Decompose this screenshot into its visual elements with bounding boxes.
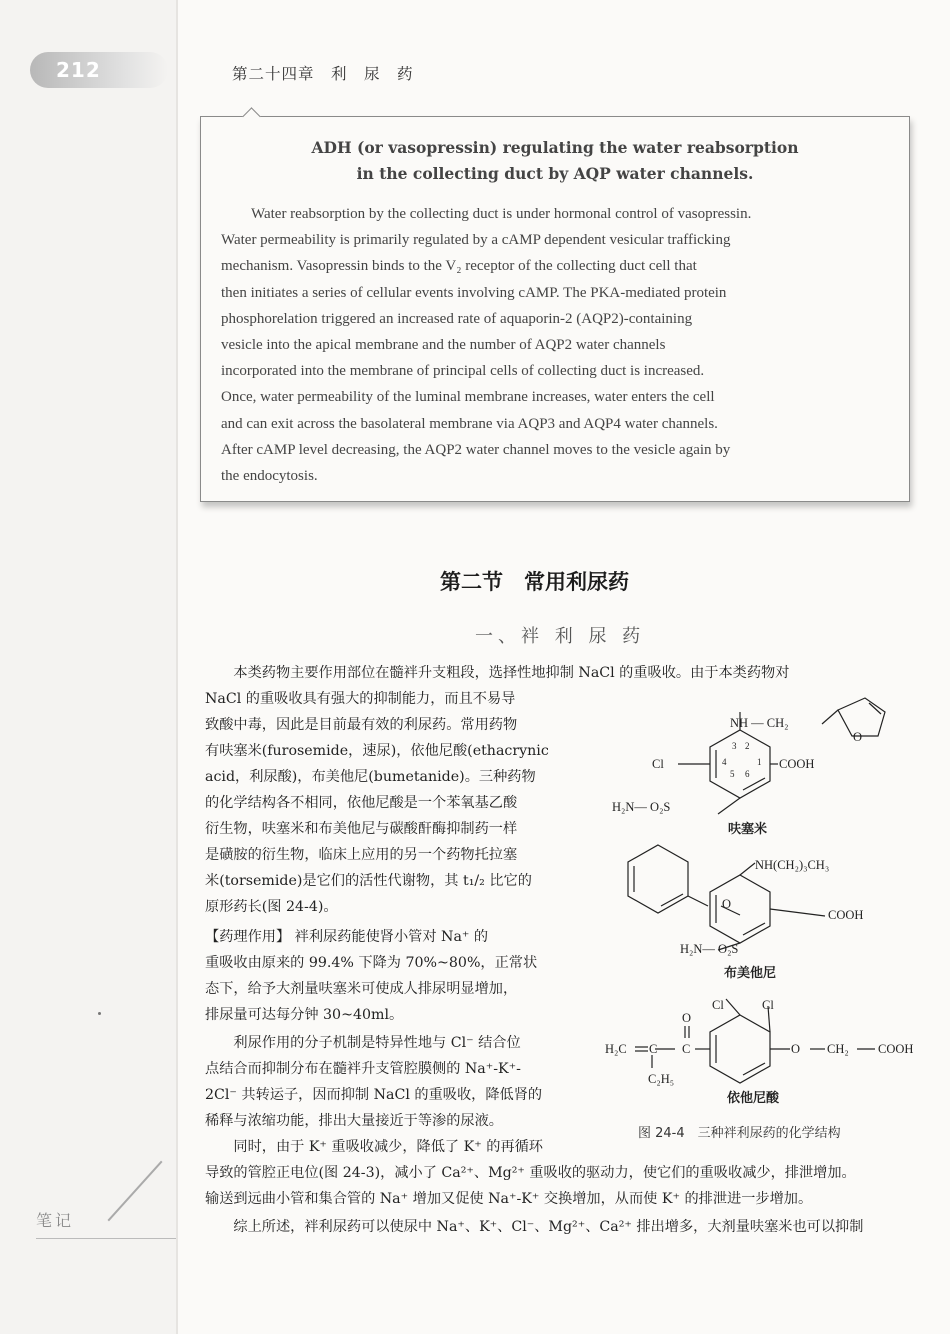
paragraph-line: 衍生物，呋塞米和布美他尼与碳酸酐酶抑制药一样 — [205, 821, 518, 837]
margin-dot — [98, 1012, 101, 1015]
carbon-label: C — [649, 1042, 658, 1056]
chapter-title: 第二十四章 利 尿 药 — [232, 65, 414, 83]
box-line: incorporated into the membrane of principal cells of collecting duct is increased. — [221, 363, 705, 380]
box-line: then initiates a series of cellular events involving cAMP. The PKA-mediated protein — [221, 284, 727, 301]
paragraph-line: 同时，由于 K⁺ 重吸收减少，降低了 K⁺ 的再循环 — [233, 1139, 543, 1155]
box-line: Once, water permeability of the luminal membrane increases, water enters the cell — [221, 389, 715, 406]
paragraph-line: 重吸收由原来的 99.4% 下降为 70%~80%，正常状 — [205, 955, 538, 971]
paragraph-line: 的化学结构各不相同，依他尼酸是一个苯氧基乙酸 — [205, 795, 518, 811]
carbonyl-o-label: O — [682, 1011, 692, 1025]
paragraph-line: 2Cl⁻ 共转运子，因而抑制 NaCl 的重吸收，降低肾的 — [205, 1087, 543, 1103]
ring-number: 2 — [745, 741, 750, 751]
figure-caption: 图 24-4 三种袢利尿药的化学结构 — [638, 1126, 841, 1141]
paragraph-line: 稀释与浓缩功能，排出大量接近于等渗的尿液。 — [205, 1113, 503, 1129]
paragraph-line: 是磺胺的衍生物，临床上应用的另一个药物托拉塞 — [205, 847, 518, 863]
box-line: mechanism. Vasopressin binds to the V₂ receptor of the collecting duct cell that — [221, 258, 697, 275]
box-line: Water reabsorption by the collecting duct is under hormonal control of vasopressin. — [251, 206, 752, 222]
cooh-label: COOH — [779, 757, 815, 771]
ether-o-label: O — [791, 1042, 801, 1056]
ring-number: 3 — [732, 741, 737, 751]
box-line: and can exit across the basolateral membrane via AQP3 and AQP4 water channels. — [221, 415, 718, 432]
ch2-label: CH₂ — [827, 1042, 849, 1056]
paragraph-line: 导致的管腔正电位(图 24-3)，减小了 Ca²⁺、Mg²⁺ 重吸收的驱动力，使它们的重吸收减少，排泄增加。 — [205, 1165, 856, 1181]
box-line: the endocytosis. — [221, 468, 318, 485]
paragraph-line: 点结合而抑制分布在髓袢升支管腔膜侧的 Na⁺-K⁺- — [205, 1061, 521, 1077]
paragraph-line: 排尿量可达每分钟 30~40ml。 — [205, 1007, 404, 1023]
box-line: phosphorelation triggered an increased rate of aquaporin-2 (AQP2)-containing — [221, 310, 693, 327]
ring-number: 4 — [722, 757, 727, 767]
paragraph-line: 原形药长(图 24-4)。 — [205, 899, 338, 915]
ether-o-label: O — [722, 897, 732, 911]
cl-label: Cl — [652, 757, 664, 771]
bond — [718, 798, 740, 814]
box-title-line1: ADH (or vasopressin) regulating the water reabsorption — [311, 138, 799, 157]
subsection-title: 一、袢 利 尿 药 — [475, 626, 646, 647]
ethacrynic-name: 依他尼酸 — [727, 1091, 780, 1106]
box-line: vesicle into the apical membrane and the number of AQP2 water channels — [221, 337, 666, 354]
paragraph-line: 综上所述，袢利尿药可以使尿中 Na⁺、K⁺、Cl⁻、Mg²⁺、Ca²⁺ 排出增多，大剂量呋塞米也可以抑制 — [233, 1219, 864, 1235]
ring-number: 6 — [745, 769, 750, 779]
notes-label: 笔记 — [36, 1211, 75, 1230]
ring-number: 1 — [757, 757, 762, 767]
cl-label: Cl — [762, 998, 774, 1012]
notes-underline — [36, 1238, 176, 1239]
cl-label: Cl — [712, 998, 724, 1012]
ring-number: 5 — [730, 769, 735, 779]
margin-divider — [176, 0, 178, 1334]
furosemide-name: 呋塞米 — [728, 822, 768, 837]
box-line: After cAMP level decreasing, the AQP2 water channel moves to the vesicle again by — [221, 441, 731, 458]
h2c-label: H₂C — [605, 1042, 627, 1056]
bumetanide-name: 布美他尼 — [724, 966, 777, 981]
paragraph-line: 输送到远曲小管和集合管的 Na⁺ 增加又促使 Na⁺-K⁺ 交换增加，从而使 K⁺ 的排泄进一步增加。 — [205, 1191, 813, 1207]
paragraph-text: 袢利尿药能使肾小管对 Na⁺ 的 — [290, 929, 489, 945]
phenyl-ring — [628, 845, 688, 913]
paragraph-line: 有呋塞米(furosemide，速尿)，依他尼酸(ethacrynic — [205, 743, 549, 759]
nh-ch2-label: NH — CH₂ — [730, 716, 789, 730]
paragraph-line: 利尿作用的分子机制是特异性地与 Cl⁻ 结合位 — [233, 1035, 521, 1051]
box-body — [221, 201, 891, 489]
cooh-label: COOH — [828, 908, 864, 922]
h2n-o2s-label: H₂N— O₂S — [680, 942, 739, 956]
cooh-label: COOH — [878, 1042, 914, 1056]
structure-drawing — [600, 690, 920, 1110]
paragraph-line: acid，利尿酸)，布美他尼(bumetanide)。三种药物 — [205, 769, 536, 785]
paragraph-line: 米(torsemide)是它们的活性代谢物，其 t₁/₂ 比它的 — [205, 873, 532, 889]
h2n-o2s-label: H₂N— O₂S — [612, 800, 671, 814]
left-margin — [0, 0, 178, 1334]
section-title: 第二节 常用利尿药 — [440, 570, 629, 594]
page-number: 212 — [56, 58, 101, 82]
paragraph-line: 致酸中毒，因此是目前最有效的利尿药。常用药物 — [205, 717, 518, 733]
ethacrynic-ring — [710, 1015, 770, 1083]
nh-chain-label: NH(CH₂)₃CH₃ — [755, 858, 830, 872]
paragraph-line — [205, 924, 585, 950]
paragraph-line: 态下，给予大剂量呋塞米可使成人排尿明显增加， — [205, 981, 518, 997]
paragraph-line: 本类药物主要作用部位在髓袢升支粗段，选择性地抑制 NaCl 的重吸收。由于本类药物对 — [233, 665, 790, 681]
ethyl-label: C₂H₅ — [648, 1072, 675, 1086]
box-title-line2: in the collecting duct by AQP water channels. — [356, 164, 754, 183]
carbon-label: C — [682, 1042, 691, 1056]
pharmacology-label: 【药理作用】 — [205, 929, 291, 945]
box-line: Water permeability is primarily regulated by a cAMP dependent vesicular trafficking — [221, 232, 731, 249]
furan-o-label: O — [853, 730, 863, 744]
bumetanide-ring — [710, 875, 770, 943]
paragraph-line: NaCl 的重吸收具有强大的抑制能力，而且不易导 — [205, 691, 516, 707]
